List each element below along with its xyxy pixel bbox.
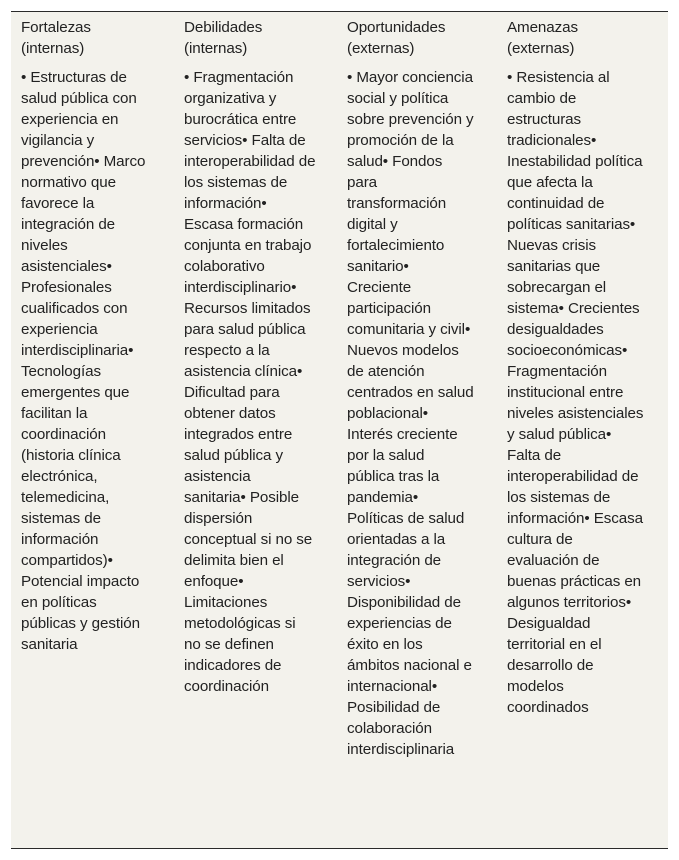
strengths-items: • Estructuras de salud pública con experiencia en vigilancia y prevención• Marco normativo que favorece la integración de niveles asistenciales• Profesionales cualificados con experiencia interdisciplinaria• Tecnologías emergentes que facilitan la coordinación (historia clínica electrónica, telemedicina, sistemas de información compartidos)• Potencial impacto en políticas públicas y gestión sanitaria <box>21 69 146 653</box>
weaknesses-column <box>184 17 316 697</box>
strengths-header: Fortalezas (internas) <box>21 19 91 57</box>
opportunities-header: Oportunidades (externas) <box>347 19 446 57</box>
weaknesses-header: Debilidades (internas) <box>184 19 263 57</box>
strengths-column <box>21 17 151 655</box>
threats-header: Amenazas (externas) <box>507 19 578 57</box>
opportunities-column <box>347 17 475 760</box>
opportunities-items: • Mayor conciencia social y política sobre prevención y promoción de la salud• Fondos para transformación digital y fortalecimiento sanitario• Creciente participación comunitaria y civil• Nuevos modelos de atención centrados en salud poblacional• Interés creciente por la salud pública tras la pandemia• Políticas de salud orientadas a la integración de servicios• Disponibilidad de experiencias de éxito en los ámbitos nacional e internacional• Posibilidad de colaboración interdisciplinaria <box>347 69 474 758</box>
weaknesses-items: • Fragmentación organizativa y burocrática entre servicios• Falta de interoperabilidad de los sistemas de información• Escasa formación conjunta en trabajo colaborativo interdisciplinario• Recursos limitados para salud pública respecto a la asistencia clínica• Dificultad para obtener datos integrados entre salud pública y asistencia sanitaria• Posible dispersión conceptual si no se delimita bien el enfoque• Limitaciones metodológicas si no se definen indicadores de coordinación <box>184 69 316 695</box>
threats-items: • Resistencia al cambio de estructuras tradicionales• Inestabilidad política que afecta la continuidad de políticas sanitarias• Nuevas crisis sanitarias que sobrecargan el sistema• Crecientes desigualdades socioeconómicas• Fragmentación institucional entre niveles asistenciales y salud pública• Falta de interoperabilidad de los sistemas de información• Escasa cultura de evaluación de buenas prácticas en algunos territorios• Desigualdad territorial en el desarrollo de modelos coordinados <box>507 69 644 716</box>
swot-table <box>11 11 668 849</box>
threats-column <box>507 17 647 718</box>
